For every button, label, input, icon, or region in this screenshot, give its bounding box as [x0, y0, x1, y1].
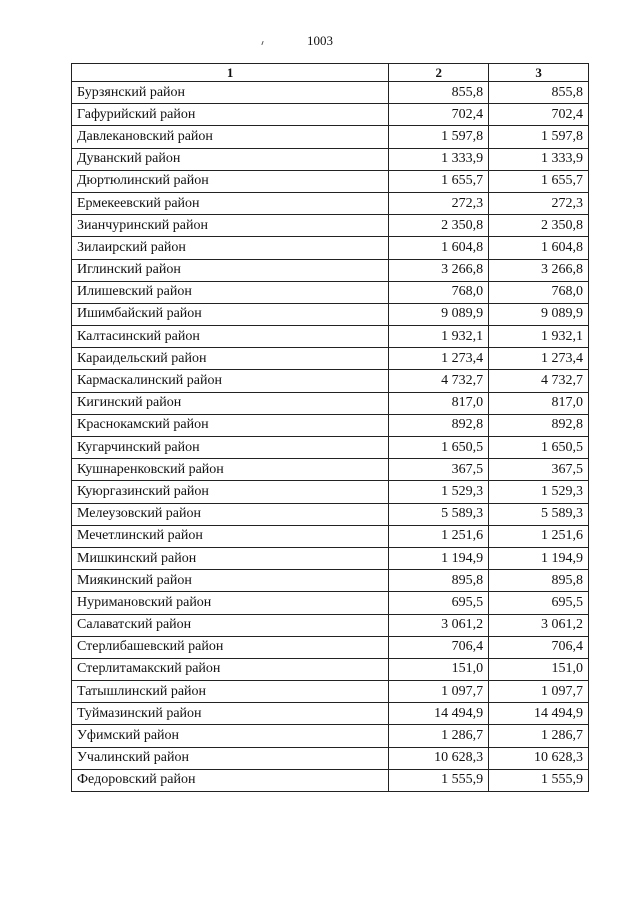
value-col-2: 3 266,8: [389, 259, 489, 281]
table-row: [72, 703, 589, 725]
value-col-3: 1 604,8: [489, 237, 589, 259]
district-name: Иглинский район: [72, 259, 389, 281]
value-col-3: 895,8: [489, 570, 589, 592]
value-col-2: 1 097,7: [389, 681, 489, 703]
value-col-2: 1 655,7: [389, 170, 489, 192]
table-row: [72, 414, 589, 436]
table-row: [72, 170, 589, 192]
value-col-3: 768,0: [489, 281, 589, 303]
value-col-3: 9 089,9: [489, 303, 589, 325]
value-col-3: 1 286,7: [489, 725, 589, 747]
value-col-3: 1 650,5: [489, 437, 589, 459]
value-col-3: 1 333,9: [489, 148, 589, 170]
value-col-2: 1 604,8: [389, 237, 489, 259]
value-col-2: 768,0: [389, 281, 489, 303]
district-name: Зианчуринский район: [72, 215, 389, 237]
district-name: Ермекеевский район: [72, 192, 389, 214]
district-name: Дуванский район: [72, 148, 389, 170]
value-col-2: 5 589,3: [389, 503, 489, 525]
value-col-3: 1 655,7: [489, 170, 589, 192]
district-name: Татышлинский район: [72, 681, 389, 703]
value-col-3: 817,0: [489, 392, 589, 414]
district-name: Кушнаренковский район: [72, 459, 389, 481]
value-col-3: 1 194,9: [489, 547, 589, 569]
value-col-2: 151,0: [389, 658, 489, 680]
district-name: Калтасинский район: [72, 326, 389, 348]
table-row: [72, 592, 589, 614]
value-col-3: 706,4: [489, 636, 589, 658]
district-name: Мелеузовский район: [72, 503, 389, 525]
column-header-2: 2: [389, 64, 489, 82]
district-name: Караидельский район: [72, 348, 389, 370]
table-row: [72, 259, 589, 281]
value-col-3: 5 589,3: [489, 503, 589, 525]
value-col-3: 695,5: [489, 592, 589, 614]
value-col-3: 2 350,8: [489, 215, 589, 237]
table-row: [72, 503, 589, 525]
table-row: [72, 658, 589, 680]
value-col-2: 1 251,6: [389, 525, 489, 547]
value-col-2: 1 286,7: [389, 725, 489, 747]
table-row: [72, 525, 589, 547]
value-col-2: 695,5: [389, 592, 489, 614]
value-col-3: 3 061,2: [489, 614, 589, 636]
value-col-2: 706,4: [389, 636, 489, 658]
table-row: [72, 370, 589, 392]
value-col-3: 3 266,8: [489, 259, 589, 281]
table-row: [72, 636, 589, 658]
table-row: [72, 570, 589, 592]
value-col-3: 4 732,7: [489, 370, 589, 392]
value-col-3: 14 494,9: [489, 703, 589, 725]
data-table: [71, 63, 589, 792]
value-col-3: 1 932,1: [489, 326, 589, 348]
district-name: Ишимбайский район: [72, 303, 389, 325]
table-row: [72, 747, 589, 769]
district-name: Краснокамский район: [72, 414, 389, 436]
value-col-2: 4 732,7: [389, 370, 489, 392]
district-name: Бурзянский район: [72, 82, 389, 104]
district-name: Кугарчинский район: [72, 437, 389, 459]
value-col-2: 1 273,4: [389, 348, 489, 370]
value-col-3: 1 273,4: [489, 348, 589, 370]
district-name: Мечетлинский район: [72, 525, 389, 547]
district-name: Учалинский район: [72, 747, 389, 769]
value-col-3: 272,3: [489, 192, 589, 214]
district-name: Куюргазинский район: [72, 481, 389, 503]
table-row: [72, 237, 589, 259]
value-col-2: 817,0: [389, 392, 489, 414]
value-col-2: 367,5: [389, 459, 489, 481]
district-name: Стерлибашевский район: [72, 636, 389, 658]
district-name: Дюртюлинский район: [72, 170, 389, 192]
table-row: [72, 281, 589, 303]
district-name: Кармаскалинский район: [72, 370, 389, 392]
district-name: Мишкинский район: [72, 547, 389, 569]
table-row: [72, 215, 589, 237]
district-name: Салаватский район: [72, 614, 389, 636]
value-col-3: 1 529,3: [489, 481, 589, 503]
table-row: [72, 303, 589, 325]
value-col-2: 10 628,3: [389, 747, 489, 769]
value-col-2: 2 350,8: [389, 215, 489, 237]
value-col-2: 702,4: [389, 104, 489, 126]
value-col-3: 1 597,8: [489, 126, 589, 148]
table-row: [72, 681, 589, 703]
table-row: [72, 769, 589, 791]
value-col-2: 1 529,3: [389, 481, 489, 503]
value-col-2: 1 932,1: [389, 326, 489, 348]
value-col-2: 3 061,2: [389, 614, 489, 636]
district-name: Кигинский район: [72, 392, 389, 414]
value-col-3: 855,8: [489, 82, 589, 104]
value-col-2: 1 194,9: [389, 547, 489, 569]
district-name: Туймазинский район: [72, 703, 389, 725]
value-col-2: 892,8: [389, 414, 489, 436]
district-name: Стерлитамакский район: [72, 658, 389, 680]
district-name: Уфимский район: [72, 725, 389, 747]
value-col-3: 10 628,3: [489, 747, 589, 769]
table-row: [72, 392, 589, 414]
district-name: Федоровский район: [72, 769, 389, 791]
district-name: Гафурийский район: [72, 104, 389, 126]
value-col-2: 1 650,5: [389, 437, 489, 459]
value-col-2: 895,8: [389, 570, 489, 592]
value-col-2: 272,3: [389, 192, 489, 214]
district-name: Илишевский район: [72, 281, 389, 303]
table-row: [72, 326, 589, 348]
district-name: Нуримановский район: [72, 592, 389, 614]
table-row: [72, 126, 589, 148]
value-col-3: 1 251,6: [489, 525, 589, 547]
value-col-3: 702,4: [489, 104, 589, 126]
value-col-3: 1 097,7: [489, 681, 589, 703]
value-col-2: 1 555,9: [389, 769, 489, 791]
page-number: 1003: [307, 33, 333, 48]
value-col-3: 1 555,9: [489, 769, 589, 791]
value-col-2: 855,8: [389, 82, 489, 104]
table-row: [72, 437, 589, 459]
value-col-2: 14 494,9: [389, 703, 489, 725]
table-row: [72, 82, 589, 104]
district-name: Давлекановский район: [72, 126, 389, 148]
table-row: [72, 459, 589, 481]
table-row: [72, 547, 589, 569]
table-row: [72, 192, 589, 214]
table-row: [72, 614, 589, 636]
table-row: [72, 148, 589, 170]
value-col-3: 367,5: [489, 459, 589, 481]
district-name: Зилаирский район: [72, 237, 389, 259]
value-col-3: 151,0: [489, 658, 589, 680]
column-header-1: 1: [72, 64, 389, 82]
table-row: [72, 348, 589, 370]
value-col-2: 9 089,9: [389, 303, 489, 325]
header-row: [72, 64, 589, 82]
value-col-2: 1 333,9: [389, 148, 489, 170]
table-row: [72, 104, 589, 126]
table-row: [72, 725, 589, 747]
table-row: [72, 481, 589, 503]
district-name: Миякинский район: [72, 570, 389, 592]
column-header-3: 3: [489, 64, 589, 82]
table-body: [72, 82, 589, 792]
value-col-3: 892,8: [489, 414, 589, 436]
value-col-2: 1 597,8: [389, 126, 489, 148]
